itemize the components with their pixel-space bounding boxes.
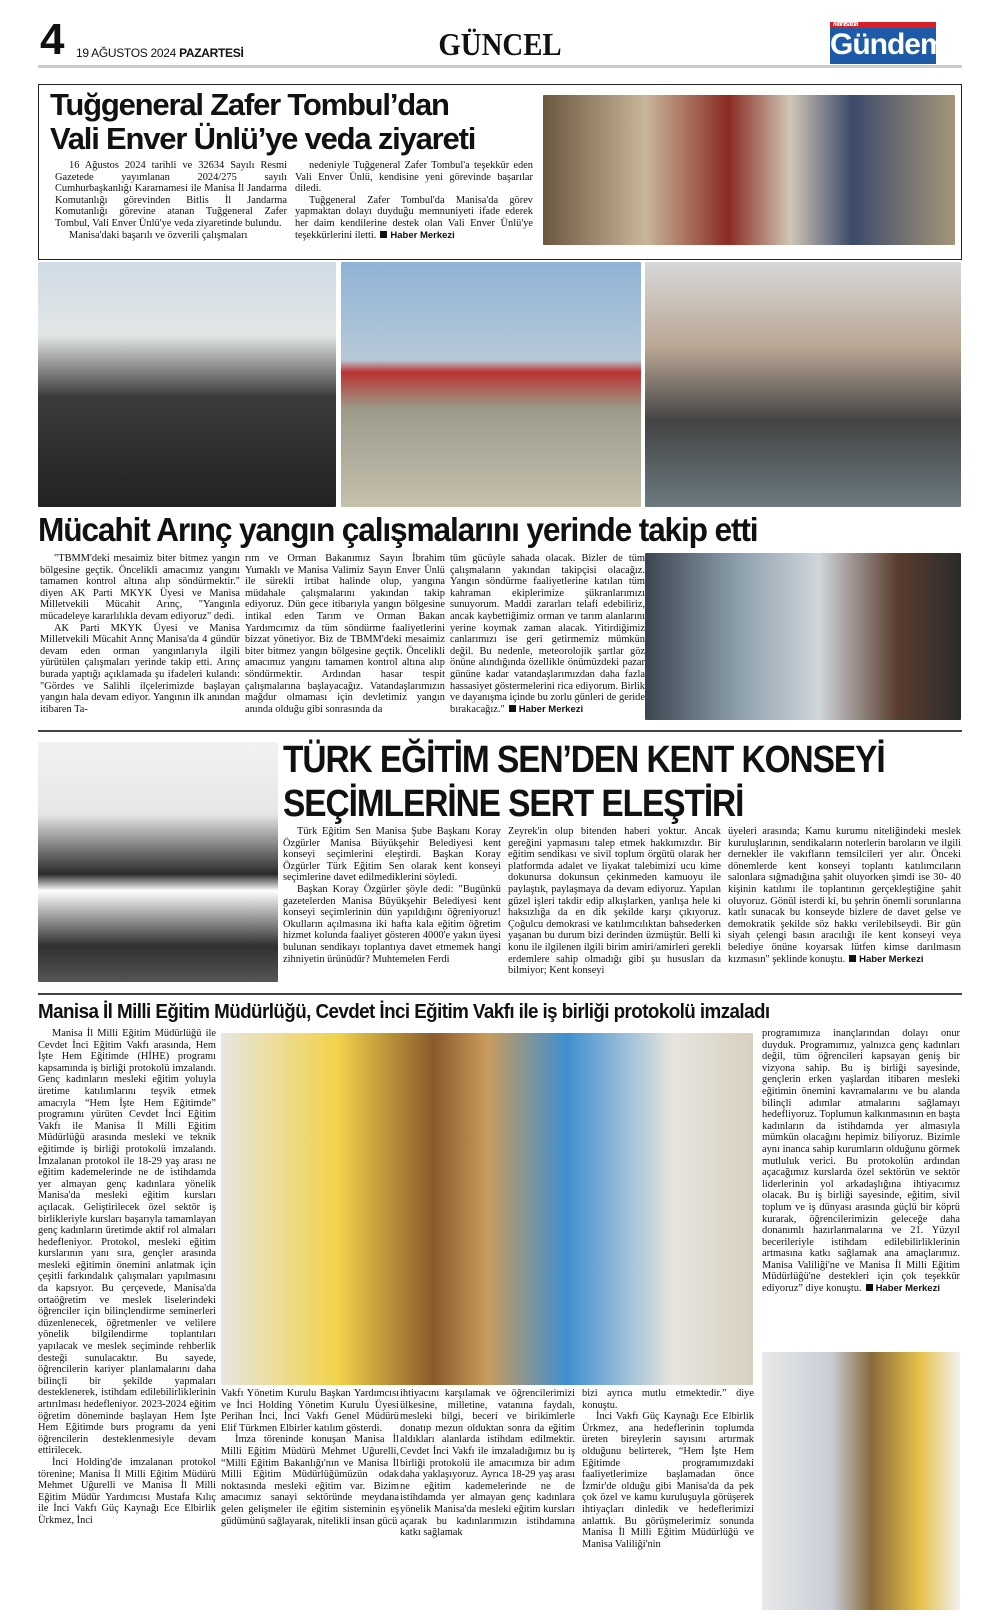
article4-col2 xyxy=(221,1388,399,1527)
divider xyxy=(38,730,962,732)
newspaper-logo xyxy=(830,21,946,64)
article2-col2 xyxy=(245,553,445,715)
paragraph: Manisa İl Milli Eğitim Müdürlüğü ile Cevdet İnci Eğitim Vakfı arasında, Hem İşte Hem Eğitimde (HİHE) programı kapsamında iş birliği protokolü imzalandı. Genç kadınların mesleki eğitim yoluyla üretime katılımlarını teşvik etmek amacıyla “Hem İşte Hem Eğitimde” programını yürüten Cevdet İnci Eğitim Vakfı ile Manisa İl Milli Eğitim Müdürlüğü arasında mesleki ve teknik eğitimde iş birliği protokolü imzalandı. İmzalanan protokol ile 18-29 yaş arası ne eğitim kademelerinde ne de istihdamda yer almayan genç kadınlara yönelik Manisa'da mesleki eğitim kursları açılacak. Geliştirilecek özel sektör iş birlikleriyle kursları başarıyla tamamlayan genç kadınların üretimde aktif rol almaları hedefleniyor. Protokol, mesleki eğitim kurslarının yanı sıra, gençler arasında mesleki eğitimin önemini anlatmak için çeşitli farkındalık çalışmaları yapılmasını da kapsıyor. Bu çerçevede, Manisa'da ortaöğretim ve meslek liselerindeki öğrenciler için bilinçlendirme seminerleri düzenlenecek, öğretmenler ve velilere yönelik bilgilendirme toplantıları yapılacak ve meslek seçiminde rehberlik desteği sunulacaktır. Bu sayede, öğrencilerin kariyer planlamalarını daha bilinçli bir şekilde yapmaları desteklenerek, istihdam edilebilirliklerinin artırılması hedefleniyor. 2023-2024 eğitim öğretim döneminde başlayan Hem İşte Hem Eğitimde burs programı da yeni öğrencilerin desteklenmesiyle devam ettirilecek. xyxy=(38,1028,216,1457)
photo-fire-monitoring xyxy=(645,553,961,720)
article2-col1 xyxy=(40,553,240,715)
source-credit: Haber Merkezi xyxy=(505,704,583,715)
article1-col1 xyxy=(55,160,287,241)
article4-headline: Manisa İl Milli Eğitim Müdürlüğü, Cevdet İnci Eğitim Vakfı ile iş birliği protokolü imzaladı xyxy=(38,1001,770,1023)
paragraph: İnci Vakfı Güç Kaynağı Ece Elbirlik Ürkmez, ana hedeflerinin toplumda üreten bireylerin sayısını artırmak olduğunu belirterek, “Hem İşte Hem Eğitimde programımızdaki faaliyetlerimize başlamadan önce İzmir'de olduğu gibi Manisa'da da pek çok özel ve kamu kuruluşuyla görüşerek ihtiyaçları dinledik ve hedeflerimizi anlattık. Bu görüşmelerimiz sonunda Manisa İl Milli Eğitim Müdürlüğü ve Manisa Valiliği'nin xyxy=(582,1411,754,1550)
headline-line: SEÇİMLERİNE SERT ELEŞTİRİ xyxy=(283,783,744,825)
paragraph: tüm gücüyle sahada olacak. Bizler de tüm çalışmaların yakından takipçisi olacağız. Yangın söndürme faaliyetlerine katılan tüm kahraman ekiplerimize şükranlarımızı sunuyorum. Maddi zararları telafi edebiliriz, ancak kaybettiğimiz orman ve tarım alanlarını yerine koymak zaman alacak. Yitirdiğimiz canlarımızı ise geri getirmemiz mümkün değil. Bu nedenle, meteorolojik şartlar göz önüne alındığında özellikle önümüzdeki pazar gününe kadar vatandaşlarımızdan daha fazla hassasiyet göstermelerini rica ediyorum. Birlik ve dayanışma içinde bu zorlu günleri de geride bırakacağız." xyxy=(450,553,645,715)
photo-koray-ozgurler xyxy=(38,742,278,982)
headline-line: Vali Enver Ünlü’ye veda ziyareti xyxy=(50,121,476,156)
paragraph: rım ve Orman Bakanımız Sayın İbrahim Yumaklı ve Manisa Valimiz Sayın Enver Ünlü ile sürekli irtibat halinde olup, yangına müdahale çalışmalarını yakından takip ediyoruz. Dün gece itibarıyla yangın bölgesine intikal eden Tarım ve Orman Bakan Yardımcımız da tüm söndürme faaliyetlerini bizzat yönetiyor. Biz de TBMM'deki mesaimiz biter bitmez yangın bölgesine geçtik. Öncelikli amacımız yangını tamamen kontrol altına alıp söndürmektir. Ardından hasar tespit çalışmalarına başlayacağız. Vatandaşlarımızın mağdur olmaması için devletimiz yangın anında olduğu gibi sonrasında da xyxy=(245,553,445,715)
paragraph: Türk Eğitim Sen Manisa Şube Başkanı Koray Özgürler Manisa Büyükşehir Belediyesi kent konseyi seçimlerini eleştirdi. Başkan Koray Özgürler Türk Eğitim Sen olarak kent konseyi seçimlerine davet edilmediklerini söyledi. xyxy=(283,826,501,884)
paragraph: Tuğgeneral Zafer Tombul'da Manisa'da görev yapmaktan dolayı duyduğu memnuniyeti ifade ederek her daim kendilerine destek olan Vali Enver Ünlü'ye teşekkürlerini iletti. xyxy=(295,194,533,241)
paragraph: Vakfı Yönetim Kurulu Başkan Yardımcısı ve İnci Holding Yönetim Kurulu Üyesi Perihan İnci, İnci Vakfı Genel Müdürü Elif Türkmen Elbirler katılım gösterdi. xyxy=(221,1388,399,1434)
article4-col5 xyxy=(762,1028,960,1295)
weekday: PAZARTESİ xyxy=(179,46,244,60)
paragraph: Zeyrek'in olup bitenden haberi yoktur. Ancak gereğini yapmasını talep etmek hakkımızdır. Bir eğitim sendikası ve sivil toplum örgütü olarak her platformda adalet ve liyakat talebimizi ucu kime dokunursa dokunsun çekinmeden kamuoyu ile paylaştık, paylaşmaya da devam ediyoruz. Yapılan güzel işleri takdir edip alkışlarken, yanlışa hele ki haksızlığa da en dik şekilde karşı çıkıyoruz. Çoğulcu demokrasi ve katılımcılıktan bahsederken yaşanan bu durum bizi derinden üzmüştür. Belli ki konu ile ilgilenen ilgili birim amiri/amirleri gerekli erdemlere sahip olmadığı gibi şu hususları da bilmiyor; Kent konseyi xyxy=(508,826,721,977)
photo-fire-site-1 xyxy=(38,262,336,507)
photo-gift-presentation xyxy=(762,1352,960,1610)
photo-fire-site-2 xyxy=(341,262,641,507)
article1-headline xyxy=(50,88,475,156)
photo-protocol-signing xyxy=(221,1033,753,1385)
paragraph: ihtiyacını karşılamak ve öğrencilerimizi ülkesine, milletine, vatanına faydalı, mesleki bilgi, beceri ve birikimlerle donatıp mezun olduktan sonra da eğitim aldıkları alanlarda istihdam edilmektir. Cevdet İnci Vakfı ile imzaladığımız bu iş birliği protokolü ile amacımıza bir adım daha yaklaşıyoruz. Ayrıca 18-29 yaş arası ne eğitim kademelerinde ne de istihdamda yer almayan genç kadınlara yönelik Manisa'da mesleki eğitim kursları açarak bu kadınlarımızın istihdamına katkı sağlamak xyxy=(400,1388,575,1539)
paragraph: Başkan Koray Özgürler şöyle dedi: "Bugünkü gazetelerden Manisa Büyükşehir Belediyesi kent konseyi seçimlerinin dün yapıldığını öğreniyoruz! Okulların açılmasına iki hafta kala eğitim öğretim hizmet kolunda faaliyet gösteren 4000'e yakın üyesi bulunan sendikayı toplantıya davet etmemek hangi zihniyetin ürünüdür? Muhtemelen Ferdi xyxy=(283,883,501,965)
article2-headline: Mücahit Arınç yangın çalışmalarını yerinde takip etti xyxy=(38,511,758,548)
headline-line: TÜRK EĞİTİM SEN’DEN KENT KONSEYİ xyxy=(283,739,885,781)
source-credit: Haber Merkezi xyxy=(845,954,923,965)
paragraph: bizi ayrıca mutlu etmektedir.” diye konuştu. xyxy=(582,1388,754,1411)
paragraph: üyeleri arasında; Kamu kurumu niteliğindeki meslek kuruluşlarının, sendikaların noterlerin baroların ve ilgili dernekler ile vakıfların temsilcileri yer alır. Önceki dönemlerde kent konseyi toplantı katılımcıların salonlara sığmadığına şahit oluyorken şimdi ise 30- 40 kişinin katılımı ile toplantının gerçekleştiğine şahit oluyoruz. Gönül isterdi ki, bu şehrin önemli sorunlarına katlı sunacak bu konseyde bizlere de davet gelse ve demokratik şekilde söz hakkı verilebilseydi. Bir gün siyah çelengi basın aracılığı ile kent konseyi veya belediye önüne koyarsak lütfen kimse darılmasın kızmasın" şeklinde konuştu. xyxy=(728,826,961,965)
article4-col3 xyxy=(400,1388,575,1539)
photo-veda-visit xyxy=(543,95,955,245)
photo-fire-site-3 xyxy=(645,262,961,507)
article4-col4 xyxy=(582,1388,754,1550)
paragraph: programımıza inançlarından dolayı onur duyduk. Programımız, yalnızca genç kadınları değil, tüm öğrencileri kapsayan geniş bir vizyona sahip. Bu iş birliği sayesinde, gençlerin erken yaşlardan itibaren mesleki eğitimin önemini kavramalarını ve bu alanda bilinçli adımlar atmalarını sağlamayı hedefliyoruz. Toplumun kalkınmasının en başta kadınların da istihdamda yer almasıyla mümkün olacağını hepimiz biliyoruz. Bizimle aynı inanca sahip kurumların olduğunu görmek mutluluk verici. Bu protokolün ardından açacağımız kurslarda özel sektörün ve sektör liderlerinin yol arkadaşlığına ihtiyacımız olacak. Bu iş birliği sayesinde, eğitim, sivil toplum ve iş dünyası arasında güçlü bir köprü kurarak, öğrencilerimizin geleceğe daha donanımlı hazırlanmalarına ve 21. Yüzyıl becerileriyle istihdam edilebilirliklerinin artmasına katkı sağlamak ana amaçlarımız. Manisa Valiliği'ne ve Manisa İl Milli Eğitim Müdürlüğü'ne destekleri için çok teşekkür ediyoruz” diye konuştu. xyxy=(762,1028,960,1295)
header-rule xyxy=(38,65,962,68)
date-text: 19 AĞUSTOS 2024 xyxy=(76,46,177,60)
paragraph: 16 Ağustos 2024 tarihli ve 32634 Sayılı Resmi Gazetede yayımlanan 2024/275 sayılı Cumhurbaşkanlığı Kararnamesi ile Manisa İl Jandarma Komutanlığı görevinden Bitlis İl Jandarma Komutanlığı görevine atanan Tuğgeneral Zafer Tombul, Vali Enver Ünlü'ye veda ziyaretinde bulundu. xyxy=(55,160,287,229)
source-credit: Haber Merkezi xyxy=(862,1283,940,1294)
paragraph: İnci Holding'de imzalanan protokol törenine; Manisa İl Milli Eğitim Müdürü Mehmet Uğurelli ve Manisa İl Milli Eğitim Müdür Yardımcısı Mustafa Kılıç ile İnci Vakfı Güç Kaynağı Ece Elbirlik Ürkmez, İnci xyxy=(38,1456,216,1526)
source-credit: Haber Merkezi xyxy=(376,230,454,241)
article4-col1 xyxy=(38,1028,216,1527)
article3-col2 xyxy=(508,826,721,977)
article2-col3 xyxy=(450,553,645,715)
article3-col3 xyxy=(728,826,961,965)
logo-top: Manisa'da xyxy=(833,21,858,28)
paragraph: nedeniyle Tuğgeneral Zafer Tombul'a teşekkür eden Vali Enver Ünlü, kendisine yeni görevinde başarılar diledi. xyxy=(295,160,533,195)
paragraph: "TBMM'deki mesaimiz biter bitmez yangın bölgesine geçtik. Öncelikli amacımız yangını tamamen kontrol altına alıp söndürmektir." diyen AK Parti MKYK Üyesi ve Manisa Milletvekili Mücahit Arınç, "Yangınla mücadeleye kararlılıkla devam ediyoruz" dedi. xyxy=(40,553,240,622)
article3-col1 xyxy=(283,826,501,965)
headline-line: Tuğgeneral Zafer Tombul’dan xyxy=(50,87,449,122)
section-title: GÜNCEL xyxy=(438,26,562,62)
paragraph: AK Parti MKYK Üyesi ve Manisa Milletvekili Mücahit Arınç Manisa'da 4 gündür devam eden orman yangınlarıyla ilgili yürütülen çalışmaları yerinde takip etti. Arınç burada yaptığı açıklamada şu ifadeleri kulandı: "Gördes ve Salihli ilçelerimizde başlayan yangın hala devam ediyor. Yangının ilk anından itibaren Ta- xyxy=(40,622,240,715)
paragraph: Manisa'daki başarılı ve özverili çalışmaları xyxy=(69,229,248,241)
page-number: 4 xyxy=(40,15,65,64)
paragraph: İmza töreninde konuşan Manisa İl Milli Eğitim Müdürü Mehmet Uğurelli, “Milli Eğitim Bakanlığı'nın ve Manisa İl Milli Eğitim Müdürlüğümüzün odak noktasında mesleki eğitim var. Bizim amacımız sanayi sektöründe meydana gelen gelişmeler ile eğitim sisteminin eş güdümünü sağlayarak, nitelikli insan gücü xyxy=(221,1434,399,1527)
article1-col2 xyxy=(295,160,533,241)
divider xyxy=(38,993,962,995)
logo-text: Gündem xyxy=(830,28,946,61)
article3-headline xyxy=(283,738,885,826)
